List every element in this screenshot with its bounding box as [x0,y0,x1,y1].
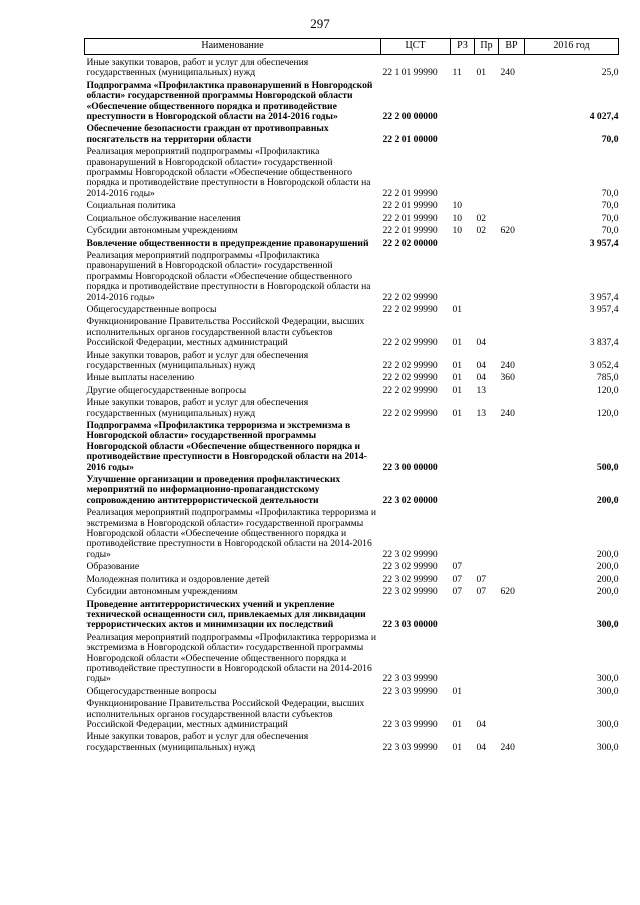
row-name: Общегосударственные вопросы [86,685,217,697]
row-pr [475,238,499,250]
row-cst: 22 2 02 99990 [382,359,438,371]
row-pr: 04 [476,337,487,349]
table-row [85,698,619,731]
table-row [85,316,619,349]
row-vr [499,599,525,632]
row-name: Вовлечение общественности в предупреждение правонарушений [86,237,369,249]
row-pr [475,632,499,686]
row-rz: 07 [452,586,463,598]
table-row [85,238,619,250]
row-vr [499,686,525,698]
row-cst: 22 3 03 99990 [382,741,438,753]
row-name: Иные закупки товаров, работ и услуг для обеспечения государственных (муниципальных) нужд [86,349,309,371]
row-rz: 01 [452,303,463,315]
row-sum: 70,0 [601,225,619,237]
row-sum: 70,0 [601,133,619,145]
header-year: 2016 год [525,39,619,55]
row-rz: 07 [452,561,463,573]
table-row [85,632,619,686]
table-row [85,250,619,304]
row-cst: 22 2 01 00000 [382,133,438,145]
row-cst: 22 3 03 99990 [382,685,438,697]
row-name: Реализация мероприятий подпрограммы «Профилактика правонарушений в Новгородской области» государственной программы Новгородской области «Обеспечение общественного порядка и противодействие преступности в Новгородской области на 2014-2016 годы» [86,146,371,199]
table-row [85,561,619,573]
table-row [85,350,619,373]
table-row [85,420,619,474]
row-sum: 300,0 [596,718,619,730]
row-rz: 10 [452,225,463,237]
row-pr [475,599,499,632]
row-vr [499,561,525,573]
row-name: Общегосударственные вопросы [86,303,217,315]
row-vr [499,507,525,561]
row-vr [499,420,525,474]
table-row [85,372,619,384]
row-rz [451,420,475,474]
row-vr: 240 [500,67,515,79]
row-sum: 120,0 [596,407,619,419]
row-cst: 22 2 00 00000 [382,111,438,123]
row-sum: 3 957,4 [589,291,619,303]
row-rz [451,146,475,200]
row-rz [451,632,475,686]
row-pr [475,250,499,304]
table-row [85,474,619,507]
row-cst: 22 3 03 99990 [382,718,438,730]
row-sum: 300,0 [596,741,619,753]
row-name: Иные закупки товаров, работ и услуг для обеспечения государственных (муниципальных) нужд [86,397,309,419]
page-number: 297 [310,16,330,31]
row-pr [475,420,499,474]
row-cst: 22 2 01 99990 [382,200,438,212]
row-name: Социальное обслуживание населения [86,212,241,224]
row-pr [475,304,499,316]
row-pr [475,80,499,124]
row-sum: 300,0 [596,685,619,697]
row-vr [499,123,525,146]
table-header-row [85,39,619,55]
row-rz: 01 [452,372,463,384]
row-name: Функционирование Правительства Российской Федерации, высших исполнительных органов государственной власти субъектов Российской Федерации, местных администраций [86,316,365,349]
row-cst: 22 2 02 99990 [382,407,438,419]
row-pr: 04 [476,718,487,730]
row-vr [499,474,525,507]
row-sum: 300,0 [596,673,619,685]
row-sum: 200,0 [596,494,619,506]
row-pr [475,146,499,200]
row-vr [499,238,525,250]
row-vr: 620 [500,586,515,598]
row-rz: 01 [452,685,463,697]
table-row [85,146,619,200]
header-cst: ЦСТ [381,39,451,55]
row-rz [451,507,475,561]
row-name: Проведение антитеррористических учений и укрепление технической оснащенности сил, привлекаемых для ликвидации террористических актов и минимизации их последствий [86,598,366,631]
row-sum: 120,0 [596,384,619,396]
row-pr: 07 [476,573,487,585]
header-rz: РЗ [451,39,475,55]
row-name: Субсидии автономным учреждениям [86,586,238,598]
table-row [85,586,619,598]
row-name: Субсидии автономным учреждениям [86,225,238,237]
row-rz: 10 [452,200,463,212]
row-sum: 70,0 [601,187,619,199]
row-sum: 3 837,4 [589,337,619,349]
row-name: Другие общегосударственные вопросы [86,384,247,396]
row-rz [451,474,475,507]
row-name: Реализация мероприятий подпрограммы «Профилактика терроризма и экстремизма в Новгородской области» государственной программы Новгородской области «Обеспечение общественного порядка и противодействие преступности в Новгородской области на 2014-2016 годы» [86,507,376,560]
table-row [85,686,619,698]
row-vr [499,304,525,316]
row-pr [475,200,499,212]
table-row [85,574,619,586]
row-pr: 07 [476,586,487,598]
table-row [85,397,619,420]
row-name: Подпрограмма «Профилактика терроризма и экстремизма в Новгородской области» государственной программы Новгородской области «Обеспечение общественного порядка и противодействие преступности в Новгородской области на 2014-2016 годы» [86,420,367,473]
row-cst: 22 2 01 99990 [382,187,438,199]
row-sum: 200,0 [596,573,619,585]
row-name: Реализация мероприятий подпрограммы «Профилактика терроризма и экстремизма в Новгородской области» государственной программы Новгородской области «Обеспечение общественного порядка и противодействие преступности в Новгородской области на 2014-2016 годы» [86,631,376,685]
row-rz [451,238,475,250]
table-row [85,507,619,561]
row-name: Иные выплаты населению [86,372,195,384]
row-cst: 22 3 02 99990 [382,561,438,573]
row-cst: 22 2 02 99990 [382,372,438,384]
table-row [85,55,619,80]
table-row [85,304,619,316]
row-rz [451,80,475,124]
row-cst: 22 1 01 99990 [382,67,438,79]
row-sum: 200,0 [596,548,619,560]
row-rz: 07 [452,573,463,585]
row-cst: 22 2 02 99990 [382,337,438,349]
row-sum: 4 027,4 [589,111,619,123]
row-cst: 22 3 02 00000 [382,494,438,506]
row-vr [499,385,525,397]
table-row [85,599,619,632]
row-vr: 240 [500,407,515,419]
row-sum: 300,0 [596,619,619,631]
row-sum: 200,0 [596,586,619,598]
table-body [85,55,619,755]
row-sum: 785,0 [596,372,619,384]
table-row [85,80,619,124]
row-rz: 01 [452,337,463,349]
budget-table [84,38,619,754]
row-vr [499,698,525,731]
row-vr: 620 [500,225,515,237]
row-pr: 13 [476,407,487,419]
row-rz [451,250,475,304]
row-pr [475,474,499,507]
table-row [85,385,619,397]
row-vr [499,213,525,225]
table-row [85,123,619,146]
row-sum: 500,0 [596,461,619,473]
row-sum: 25,0 [601,67,619,79]
row-sum: 70,0 [601,212,619,224]
row-name: Иные закупки товаров, работ и услуг для обеспечения государственных (муниципальных) нужд [86,57,309,79]
row-cst: 22 2 02 00000 [382,237,438,249]
table-row [85,200,619,212]
row-rz: 01 [452,741,463,753]
row-sum: 3 957,4 [589,237,619,249]
row-name: Иные закупки товаров, работ и услуг для обеспечения государственных (муниципальных) нужд [86,731,309,753]
row-cst: 22 3 02 99990 [382,548,438,560]
row-cst: 22 2 02 99990 [382,384,438,396]
table-row [85,213,619,225]
row-name: Молодежная политика и оздоровление детей [86,573,270,585]
row-pr: 02 [476,212,487,224]
row-name: Улучшение организации и проведения профилактических мероприятий по информационно-пропагандистскому сопровождению антитеррористической деятельности [86,474,341,506]
table-row [85,731,619,754]
row-vr [499,632,525,686]
row-vr [499,80,525,124]
row-vr [499,250,525,304]
table-row [85,225,619,237]
row-cst: 22 2 02 99990 [382,303,438,315]
row-rz: 01 [452,384,463,396]
row-rz: 11 [452,67,462,79]
row-pr: 01 [476,67,487,79]
row-cst: 22 2 02 99990 [382,291,438,303]
row-pr: 13 [476,384,487,396]
row-name: Обеспечение безопасности граждан от противоправных посягательств на территории области [86,123,329,145]
row-pr [475,686,499,698]
row-cst: 22 3 03 00000 [382,619,438,631]
row-rz: 01 [452,407,463,419]
row-vr [499,574,525,586]
row-pr: 02 [476,225,487,237]
row-rz: 10 [452,212,463,224]
row-pr [475,123,499,146]
row-vr: 240 [500,741,515,753]
row-vr: 360 [500,372,515,384]
row-rz: 01 [452,359,463,371]
row-sum: 3 052,4 [589,359,619,371]
row-rz: 01 [452,718,463,730]
row-name: Социальная политика [86,200,176,212]
row-name: Реализация мероприятий подпрограммы «Профилактика правонарушений в Новгородской области» государственной программы Новгородской области «Обеспечение общественного порядка и противодействие преступности в Новгородской области на 2014-2016 годы» [86,249,371,303]
header-pr: Пр [475,39,499,55]
row-rz [451,123,475,146]
row-pr: 04 [476,741,487,753]
row-vr [499,200,525,212]
row-pr: 04 [476,372,487,384]
header-name: Наименование [85,39,381,55]
row-name: Образование [86,561,140,573]
row-rz [451,599,475,632]
row-pr [475,561,499,573]
row-pr [475,507,499,561]
row-cst: 22 2 01 99990 [382,225,438,237]
row-cst: 22 2 01 99990 [382,212,438,224]
row-cst: 22 3 03 99990 [382,673,438,685]
row-vr: 240 [500,359,515,371]
row-name: Функционирование Правительства Российской Федерации, высших исполнительных органов государственной власти субъектов Российской Федерации, местных администраций [86,698,365,730]
row-cst: 22 3 00 00000 [382,461,438,473]
header-vr: ВР [499,39,525,55]
row-cst: 22 3 02 99990 [382,586,438,598]
row-name: Подпрограмма «Профилактика правонарушений в Новгородской области» государственной программы Новгородской области «Обеспечение общественного порядка и противодействие преступности в Новгородской области на 2014-2016 годы» [86,79,373,123]
row-vr [499,146,525,200]
row-vr [499,316,525,349]
row-sum: 200,0 [596,561,619,573]
row-sum: 70,0 [601,200,619,212]
row-pr: 04 [476,359,487,371]
row-cst: 22 3 02 99990 [382,573,438,585]
row-sum: 3 957,4 [589,303,619,315]
